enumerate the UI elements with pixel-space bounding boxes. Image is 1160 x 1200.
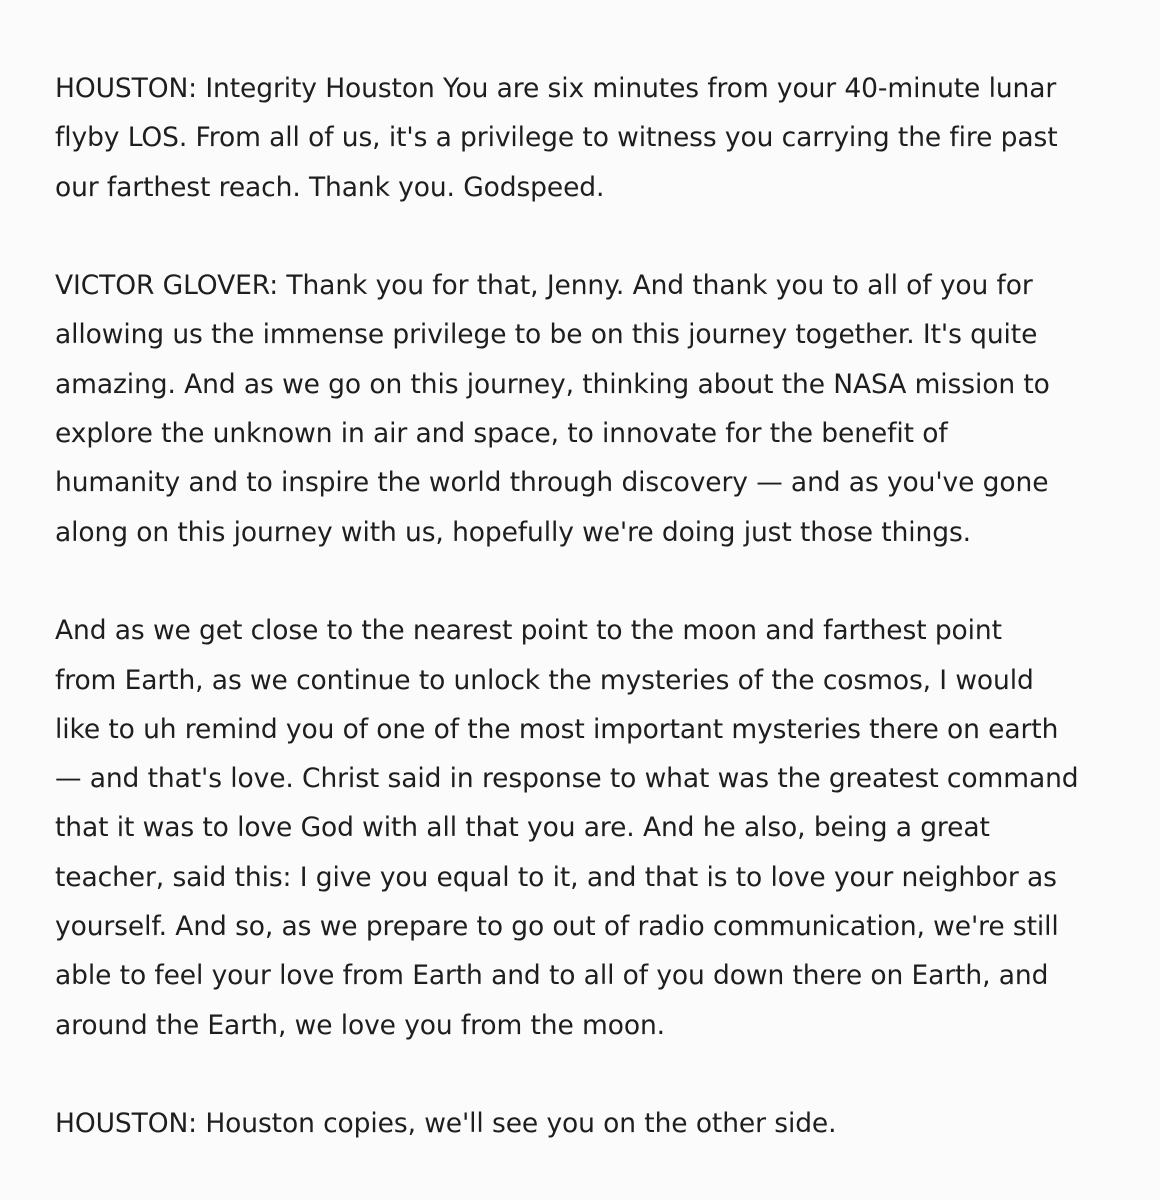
text-line: flyby LOS. From all of us, it's a privilege to witness you carrying the fire past — [55, 122, 1058, 154]
text-line: amazing. And as we go on this journey, thinking about the NASA mission to — [55, 368, 1050, 400]
text-line: our farthest reach. Thank you. Godspeed. — [55, 171, 605, 203]
text-line: And as we get close to the nearest point to the moon and farthest point — [55, 615, 1002, 647]
text-line: like to uh remind you of one of the most important mysteries there on earth — [55, 713, 1059, 745]
paragraph-gap — [55, 1050, 1110, 1099]
text-line: HOUSTON: Integrity Houston You are six minutes from your 40-minute lunar — [55, 73, 1057, 104]
text-line: around the Earth, we love you from the moon. — [55, 1009, 665, 1041]
text-line: that it was to love God with all that you are. And he also, being a great — [55, 812, 990, 844]
transcript-document — [55, 64, 1110, 1149]
text-line: humanity and to inspire the world through discovery — and as you've gone — [55, 467, 1049, 499]
text-line: HOUSTON: Houston copies, we'll see you on the other side. — [55, 1108, 837, 1140]
text-line: able to feel your love from Earth and to all of you down there on Earth, and — [55, 960, 1049, 992]
paragraph-houston-1 — [55, 64, 1110, 212]
paragraph-victor-glover-2 — [55, 606, 1110, 1050]
text-line: yourself. And so, as we prepare to go out of radio communication, we're still — [55, 911, 1059, 943]
paragraph-houston-2 — [55, 1099, 1110, 1148]
text-line: — and that's love. Christ said in response to what was the greatest command — [55, 763, 1079, 795]
text-line: teacher, said this: I give you equal to it, and that is to love your neighbor as — [55, 861, 1057, 893]
text-line: along on this journey with us, hopefully we're doing just those things. — [55, 516, 972, 548]
text-line: explore the unknown in air and space, to innovate for the benefit of — [55, 418, 948, 450]
text-line: VICTOR GLOVER: Thank you for that, Jenny. And thank you to all of you for — [55, 270, 1033, 302]
paragraph-gap — [55, 557, 1110, 606]
text-line: from Earth, as we continue to unlock the mysteries of the cosmos, I would — [55, 664, 1034, 696]
text-line: allowing us the immense privilege to be on this journey together. It's quite — [55, 319, 1038, 351]
paragraph-victor-glover-1 — [55, 261, 1110, 557]
paragraph-gap — [55, 212, 1110, 261]
